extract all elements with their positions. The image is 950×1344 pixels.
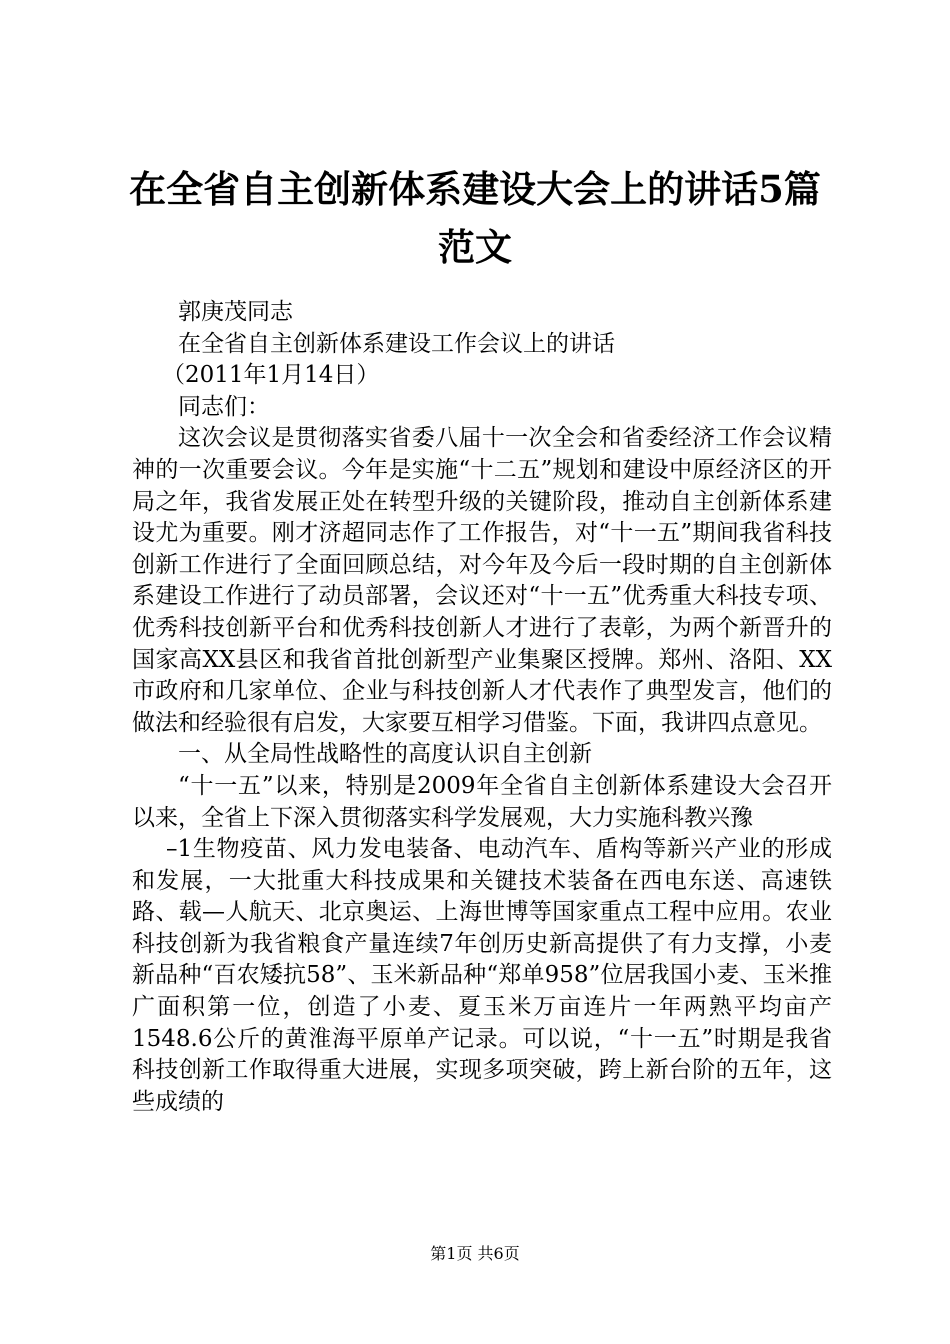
document-body: [132, 297, 832, 1118]
salutation: 同志们：: [178, 393, 270, 420]
document-title: 在全省自主创新体系建设大会上的讲话5篇范文: [129, 167, 821, 269]
speaker-name: 郭庚茂同志: [178, 299, 293, 325]
body-paragraph: 这次会议是贯彻落实省委八届十一次全会和省委经济工作会议精神的一次重要会议。今年是实施“十二五”规划和建设中原经济区的开局之年，我省发展正处在转型升级的关键阶段，推动自主创新体系建设尤为重要。刚才济超同志作了工作报告，对“十一五”期间我省科技创新工作进行了全面回顾总结，对今年及今后一段时期的自主创新体系建设工作进行了动员部署，会议还对“十一五”优秀重大科技专项、优秀科技创新平台和优秀科技创新人才进行了表彰，为两个新晋升的国家高XX县区和我省首批创新型产业集聚区授牌。郑州、洛阳、XX市政府和几家单位、企业与科技创新人才代表作了典型发言，他们的做法和经验很有启发，大家要互相学习借鉴。下面，我讲四点意见。: [132, 425, 832, 736]
section-heading: 一、从全局性战略性的高度认识自主创新: [178, 741, 592, 768]
speech-title: 在全省自主创新体系建设工作会议上的讲话: [178, 330, 615, 357]
body-paragraph: –1生物疫苗、风力发电装备、电动汽车、盾构等新兴产业的形成和发展，一大批重大科技成果和关键技术装备在西电东送、高速铁路、载—人航天、北京奥运、上海世博等国家重点工程中应用。农业科技创新为我省粮食产量连续7年创历史新高提供了有力支撑，小麦新品种“百农矮抗58”、玉米新品种“郑单958”位居我国小麦、玉米推广面积第一位，创造了小麦、夏玉米万亩连片一年两熟平均亩产1548.6公斤的黄淮海平原单产记录。可以说，“十一五”时期是我省科技创新工作取得重大进展，实现多项突破，跨上新台阶的五年，这些成绩的: [132, 836, 832, 1115]
speech-date: （2011年1月14日）: [162, 362, 380, 389]
body-paragraph: “十一五”以来，特别是2009年全省自主创新体系建设大会召开以来，全省上下深入贯彻落实科学发展观，大力实施科教兴豫: [132, 772, 832, 831]
page-footer: 第1页 共6页: [430, 1244, 520, 1263]
